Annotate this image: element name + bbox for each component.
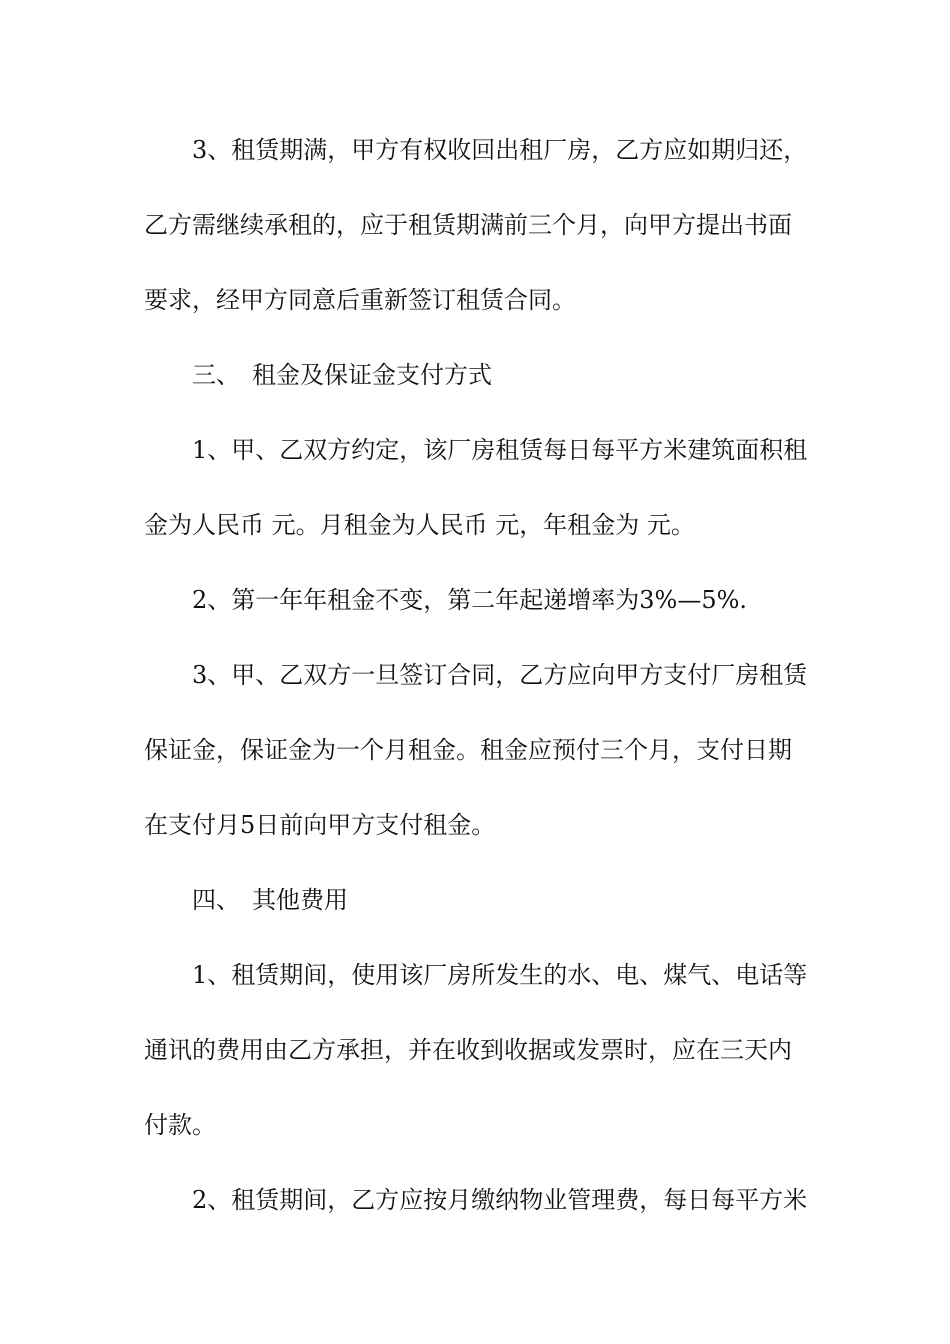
paragraph-line: 金为人民币 元。月租金为人民币 元，年租金为 元。: [144, 511, 695, 539]
section-number: 四、: [192, 886, 240, 914]
section-title: 租金及保证金支付方式: [252, 361, 492, 389]
section-number: 三、: [192, 361, 240, 389]
paragraph-line: 保证金，保证金为一个月租金。租金应预付三个月，支付日期: [144, 736, 792, 764]
paragraph-line: 3、租赁期满，甲方有权收回出租厂房，乙方应如期归还，: [192, 136, 808, 164]
paragraph-line: 1、租赁期间，使用该厂房所发生的水、电、煤气、电话等: [192, 961, 808, 989]
section-heading: [192, 360, 862, 390]
paragraph-line: 乙方需继续承租的，应于租赁期满前三个月，向甲方提出书面: [144, 211, 792, 239]
section-heading: [192, 885, 862, 915]
paragraph-line: 付款。: [144, 1111, 216, 1139]
paragraph-line: 2、第一年年租金不变，第二年起递增率为3%—5%.: [192, 586, 748, 614]
paragraph-line: 在支付月5日前向甲方支付租金。: [144, 811, 496, 839]
section-title: 其他费用: [252, 886, 348, 914]
paragraph-line: 1、甲、乙双方约定，该厂房租赁每日每平方米建筑面积租: [192, 436, 808, 464]
paragraph-line: 3、甲、乙双方一旦签订合同，乙方应向甲方支付厂房租赁: [192, 661, 808, 689]
paragraph-line: 通讯的费用由乙方承担，并在收到收据或发票时，应在三天内: [144, 1036, 792, 1064]
paragraph-line: 2、租赁期间，乙方应按月缴纳物业管理费，每日每平方米: [192, 1186, 808, 1214]
paragraph-line: 要求，经甲方同意后重新签订租赁合同。: [144, 286, 576, 314]
